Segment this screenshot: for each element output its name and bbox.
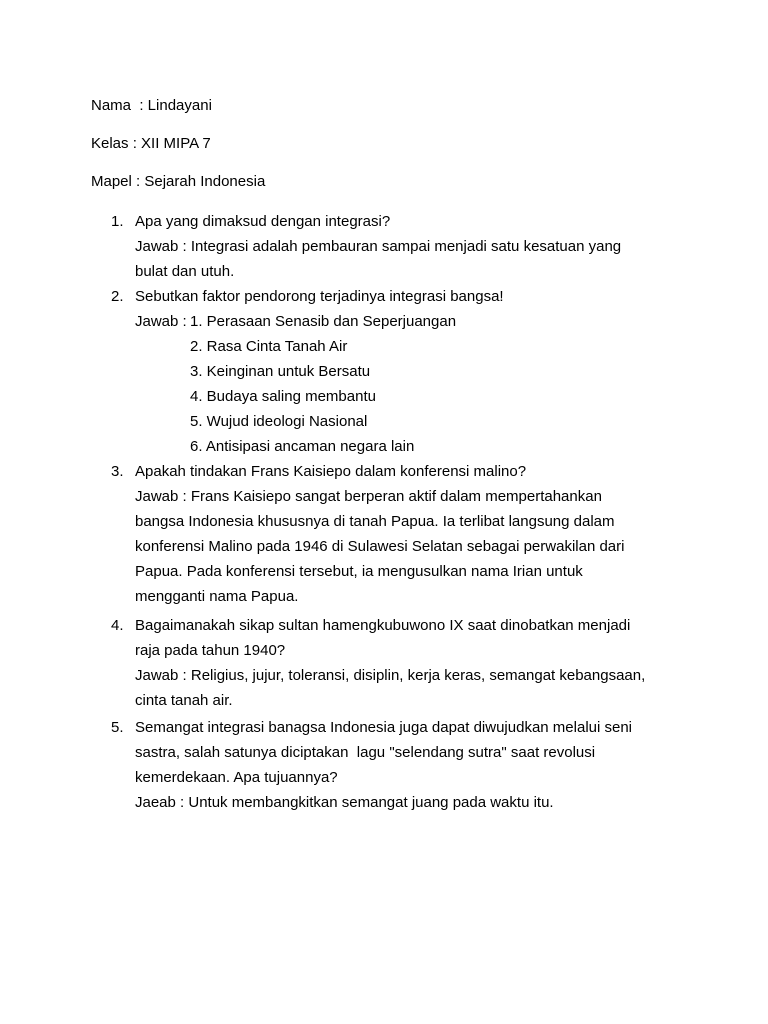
question-text: Sebutkan faktor pendorong terjadinya integrasi bangsa! (135, 288, 504, 305)
answer-text: bulat dan utuh. (135, 263, 235, 280)
student-name: Nama : Lindayani (91, 97, 212, 114)
answer-list-item: 2. Rasa Cinta Tanah Air (190, 338, 348, 355)
answer-list-item: 6. Antisipasi ancaman negara lain (190, 438, 415, 455)
answer-text: mengganti nama Papua. (135, 588, 299, 605)
question-number: 2. (111, 288, 124, 305)
question-text: Apakah tindakan Frans Kaisiepo dalam konferensi malino? (135, 463, 527, 480)
answer-list-item: 4. Budaya saling membantu (190, 388, 376, 405)
question-text: Semangat integrasi banagsa Indonesia juga dapat diwujudkan melalui seni (135, 719, 633, 736)
question-text: raja pada tahun 1940? (135, 642, 286, 659)
answer-text: Papua. Pada konferensi tersebut, ia mengusulkan nama Irian untuk (135, 563, 583, 580)
question-number: 5. (111, 719, 124, 736)
question-number: 1. (111, 213, 124, 230)
answer-text: Jawab : Religius, jujur, toleransi, disiplin, kerja keras, semangat kebangsaan, (135, 667, 646, 684)
question-number: 4. (111, 617, 124, 634)
answer-text: cinta tanah air. (135, 692, 233, 709)
answer-text: konferensi Malino pada 1946 di Sulawesi Selatan sebagai perwakilan dari (135, 538, 625, 555)
question-number: 3. (111, 463, 124, 480)
answer-prefix: Jawab : (135, 313, 187, 330)
answer-list-item: 1. Perasaan Senasib dan Seperjuangan (190, 313, 457, 330)
question-text: kemerdekaan. Apa tujuannya? (135, 769, 338, 786)
answer-text: Jawab : Frans Kaisiepo sangat berperan aktif dalam mempertahankan (135, 488, 602, 505)
answer-text: Jaeab : Untuk membangkitkan semangat juang pada waktu itu. (135, 794, 554, 811)
answer-list-item: 3. Keinginan untuk Bersatu (190, 363, 371, 380)
student-class: Kelas : XII MIPA 7 (91, 135, 211, 152)
question-text: Apa yang dimaksud dengan integrasi? (135, 213, 391, 230)
question-text: Bagaimanakah sikap sultan hamengkubuwono IX saat dinobatkan menjadi (135, 617, 631, 634)
answer-text: Jawab : Integrasi adalah pembauran sampai menjadi satu kesatuan yang (135, 238, 622, 255)
answer-list-item: 5. Wujud ideologi Nasional (190, 413, 368, 430)
question-text: sastra, salah satunya diciptakan lagu "selendang sutra" saat revolusi (135, 744, 596, 761)
subject: Mapel : Sejarah Indonesia (91, 173, 266, 190)
answer-text: bangsa Indonesia khususnya di tanah Papua. Ia terlibat langsung dalam (135, 513, 615, 530)
